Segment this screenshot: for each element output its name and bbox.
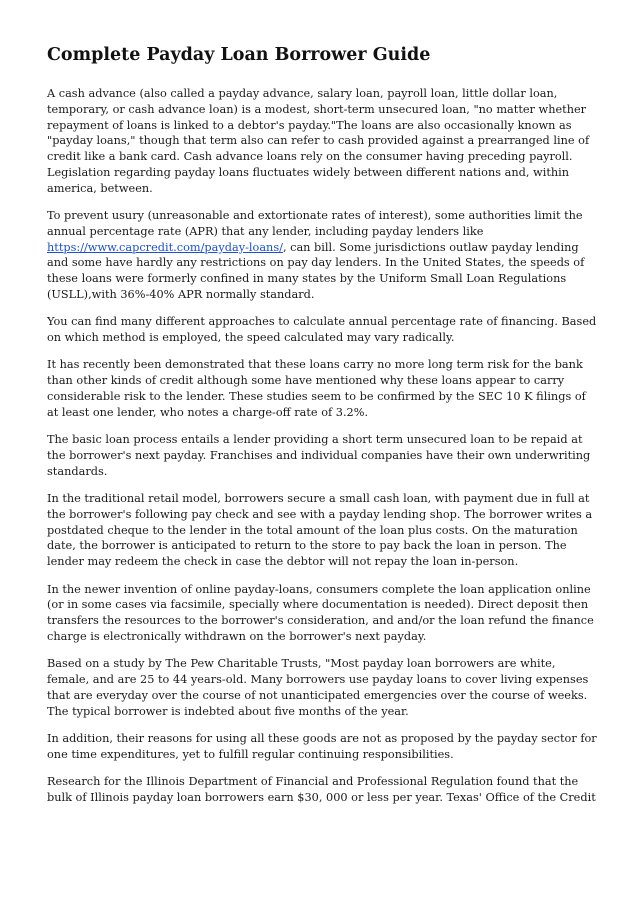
paragraph-10: Research for the Illinois Department of Financial and Professional Regulation found that the bulk of Illinois payday loan borrowers earn $30, 000 or less per year. Texas' Office of the Credit [47,774,596,804]
paragraph-2 [47,208,597,303]
paragraph-1: A cash advance (also called a payday advance, salary loan, payroll loan, little dollar loan, temporary, or cash advance loan) is a modest, short-term unsecured loan, "no matter whether repayment of loans is linked to a debtor's payday."The loans are also occasionally known as "payday loans," though that term also can refer to cash provided against a prearranged line of credit like a bank card. Cash advance loans rely on the consumer having preceding payroll. Legislation regarding payday loans fluctuates widely between different nations and, within america, between. [47,87,590,195]
document-title: Complete Payday Loan Borrower Guide [47,45,431,65]
paragraph-7: In the newer invention of online payday-loans, consumers complete the loan application online (or in some cases via facsimile, specially where documentation is needed). Direct deposit then transfers the resources to the borrower's consideration, and and/or the loan refund the finance charge is electronically withdrawn on the borrower's next payday. [47,582,594,643]
paragraph-2-text-after: , can bill. Some jurisdictions outlaw payday lending and some have hardly any restrictions on pay day lenders. In the United States, the speeds of these loans were formerly confined in many states by the Uniform Small Loan Regulations (USLL),with 36%-40% APR normally standard. [47,240,585,302]
paragraph-6: In the traditional retail model, borrowers secure a small cash loan, with payment due in full at the borrower's following pay check and see with a payday lending shop. The borrower writes a postdated cheque to the lender in the total amount of the loan plus costs. On the maturation date, the borrower is anticipated to return to the store to pay back the loan in person. The lender may redeem the check in case the debtor will not repay the loan in-person. [47,492,593,569]
paragraph-8: Based on a study by The Pew Charitable Trusts, "Most payday loan borrowers are white, female, and are 25 to 44 years-old. Many borrowers use payday loans to cover living expenses that are everyday over the course of not unanticipated emergencies over the course of weeks. The typical borrower is indebted about five months of the year. [47,657,589,718]
payday-loans-link[interactable]: https://www.capcredit.com/payday-loans/ [47,240,283,254]
paragraph-5: The basic loan process entails a lender providing a short term unsecured loan to be repaid at the borrower's next payday. Franchises and individual companies have their own underwriting standards. [47,433,591,478]
paragraph-4: It has recently been demonstrated that these loans carry no more long term risk for the bank than other kinds of credit although some have mentioned why these loans appear to carry considerable risk to the lender. These studies seem to be confirmed by the SEC 10 K filings of at least one lender, who notes a charge-off rate of 3.2%. [47,358,586,419]
document-page [47,44,597,817]
paragraph-3: You can find many different approaches to calculate annual percentage rate of financing. Based on which method is employed, the speed calculated may vary radically. [47,315,597,345]
paragraph-2-text-before: To prevent usury (unreasonable and extortionate rates of interest), some authorities limit the annual percentage rate (APR) that any lender, including payday lenders like [47,209,583,238]
paragraph-9: In addition, their reasons for using all these goods are not as proposed by the payday sector for one time expenditures, yet to fulfill regular continuing responsibilities. [47,731,597,761]
